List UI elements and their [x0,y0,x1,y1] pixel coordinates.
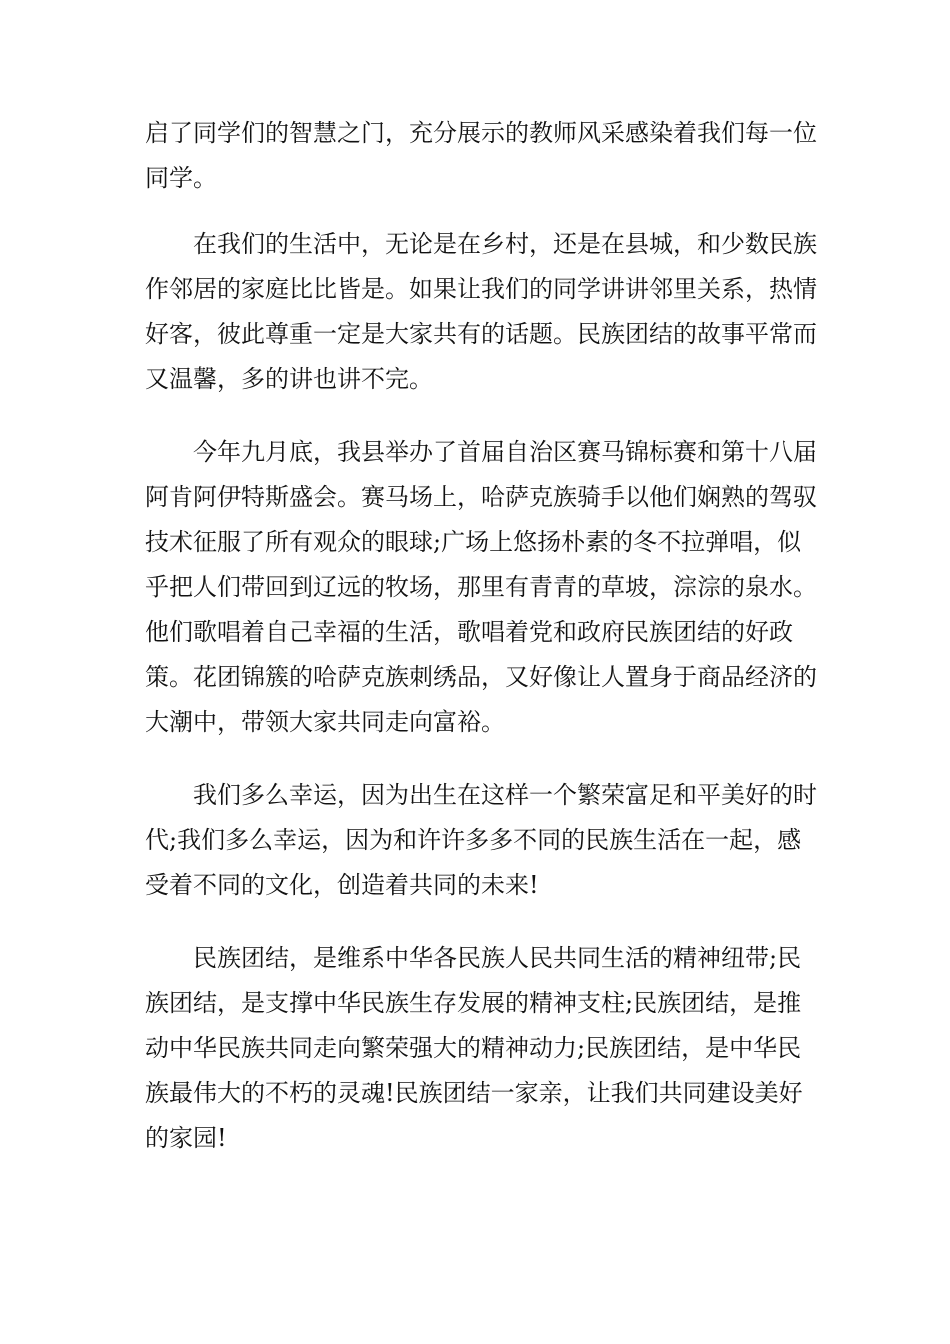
text-line: 的家园! [145,1124,227,1152]
text-line: 在我们的生活中，无论是在乡村，还是在县城，和少数民族 [193,230,817,258]
text-line: 又温馨，多的讲也讲不完。 [145,365,433,393]
text-line: 大潮中，带领大家共同走向富裕。 [145,708,505,736]
document-body [145,111,817,1161]
text-line: 代;我们多么幸运，因为和许许多多不同的民族生活在一起，感 [145,826,802,854]
text-line: 今年九月底，我县举办了首届自治区赛马锦标赛和第十八届 [193,438,817,466]
text-line: 族团结，是支撑中华民族生存发展的精神支柱;民族团结，是推 [145,989,802,1017]
text-line: 阿肯阿伊特斯盛会。赛马场上，哈萨克族骑手以他们娴熟的驾驭 [145,483,817,511]
text-line: 作邻居的家庭比比皆是。如果让我们的同学讲讲邻里关系，热情 [145,275,817,303]
text-line: 族最伟大的不朽的灵魂!民族团结一家亲，让我们共同建设美好 [145,1079,803,1107]
text-line: 技术征服了所有观众的眼球;广场上悠扬朴素的冬不拉弹唱，似 [145,528,802,556]
text-line: 好客，彼此尊重一定是大家共有的话题。民族团结的故事平常而 [145,320,817,348]
paragraph-3 [145,430,817,745]
paragraph-1 [145,111,817,201]
text-line: 他们歌唱着自己幸福的生活，歌唱着党和政府民族团结的好政 [145,618,793,646]
text-line: 动中华民族共同走向繁荣强大的精神动力;民族团结，是中华民 [145,1034,802,1062]
text-line: 策。花团锦簇的哈萨克族刺绣品，又好像让人置身于商品经济的 [145,663,817,691]
text-line: 同学。 [145,164,217,192]
paragraph-5 [145,936,810,1161]
paragraph-2 [145,222,817,402]
text-line: 乎把人们带回到辽远的牧场，那里有青青的草坡，淙淙的泉水。 [145,573,817,601]
text-line: 我们多么幸运，因为出生在这样一个繁荣富足和平美好的时 [193,781,817,809]
text-line: 民族团结，是维系中华各民族人民共同生活的精神纽带;民 [193,944,802,972]
text-line: 启了同学们的智慧之门，充分展示的教师风采感染着我们每一位 [145,119,817,147]
text-line: 受着不同的文化，创造着共同的未来! [145,871,539,899]
paragraph-4 [145,773,817,908]
